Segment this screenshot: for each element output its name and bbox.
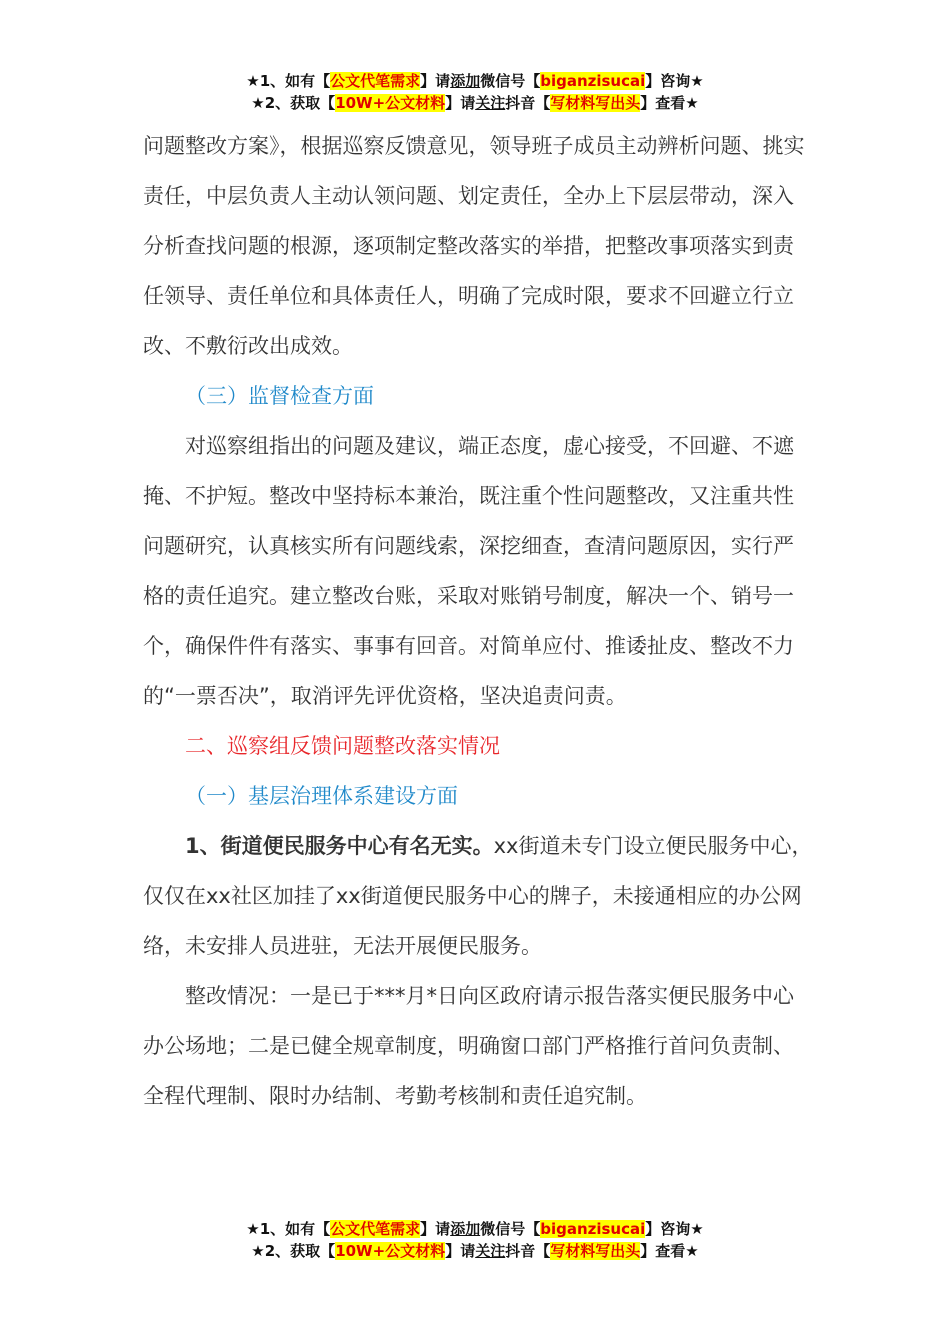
banner-line-2 bbox=[0, 92, 950, 114]
banner-text: 微信号【 bbox=[480, 72, 541, 90]
banner-highlight: 公文代笔需求 bbox=[330, 1220, 421, 1238]
banner-text: ★2、获取【 bbox=[251, 1242, 336, 1260]
banner-line-1 bbox=[0, 1218, 950, 1240]
banner-underline: 关注 bbox=[475, 1242, 506, 1260]
section-heading: （三）监督检查方面 bbox=[185, 384, 374, 408]
banner-text: 】请 bbox=[420, 72, 451, 90]
paragraph: 整改情况：一是已于***月*日向区政府请示报告落实便民服务中心办公场地；二是已健全规章制度，明确窗口部门严格推行首问负责制、全程代理制、限时办结制、考勤考核制和责任追究制。 bbox=[143, 984, 794, 1108]
paragraph: 问题整改方案》，根据巡察反馈意见，领导班子成员主动辨析问题、挑实责任，中层负责人主动认领问题、划定责任，全办上下层层带动，深入分析查找问题的根源，逐项制定整改落实的举措，把整改事项落实到责任领导、责任单位和具体责任人，明确了完成时限，要求不回避立行立改、不敷衍改出成效。 bbox=[143, 134, 805, 358]
top-banner bbox=[0, 70, 950, 114]
banner-text: 】请 bbox=[445, 1242, 476, 1260]
banner-text: 微信号【 bbox=[480, 1220, 541, 1238]
banner-highlight: 写材料写出头 bbox=[550, 1242, 641, 1260]
banner-underline: 添加 bbox=[450, 1220, 481, 1238]
banner-text: ★2、获取【 bbox=[251, 94, 336, 112]
document-body bbox=[143, 121, 813, 1121]
banner-highlight: 10W+公文材料 bbox=[335, 1242, 446, 1260]
banner-text: 】请 bbox=[420, 1220, 451, 1238]
banner-highlight: biganzisucai bbox=[540, 72, 646, 90]
banner-text: 】查看★ bbox=[640, 1242, 699, 1260]
banner-underline: 添加 bbox=[450, 72, 481, 90]
banner-text: 】请 bbox=[445, 94, 476, 112]
paragraph bbox=[143, 821, 813, 971]
banner-text: 】咨询★ bbox=[645, 72, 704, 90]
banner-line-1 bbox=[0, 70, 950, 92]
banner-line-2 bbox=[0, 1240, 950, 1262]
banner-text: 】查看★ bbox=[640, 94, 699, 112]
banner-underline: 关注 bbox=[475, 94, 506, 112]
banner-highlight: 公文代笔需求 bbox=[330, 72, 421, 90]
banner-highlight: 写材料写出头 bbox=[550, 94, 641, 112]
item-title: 1、街道便民服务中心有名无实。 bbox=[185, 834, 494, 858]
item-body: xx街道未专门设立便民服务中心，仅仅在xx社区加挂了xx街道便民服务中心的牌子，未接通相应的办公网络，未安排人员进驻，无法开展便民服务。 bbox=[143, 834, 813, 958]
section-heading: （一）基层治理体系建设方面 bbox=[185, 784, 458, 808]
banner-text: ★1、如有【 bbox=[246, 1220, 331, 1238]
banner-highlight: biganzisucai bbox=[540, 1220, 646, 1238]
banner-text: 抖音【 bbox=[505, 1242, 551, 1260]
bottom-banner bbox=[0, 1218, 950, 1262]
banner-text: 抖音【 bbox=[505, 94, 551, 112]
banner-text: 】咨询★ bbox=[645, 1220, 704, 1238]
paragraph: 对巡察组指出的问题及建议，端正态度，虚心接受，不回避、不遮掩、不护短。整改中坚持标本兼治，既注重个性问题整改，又注重共性问题研究，认真核实所有问题线索，深挖细查，查清问题原因，实行严格的责任追究。建立整改台账，采取对账销号制度，解决一个、销号一个，确保件件有落实、事事有回音。对简单应付、推诿扯皮、整改不力的“一票否决”，取消评先评优资格，坚决追责问责。 bbox=[143, 434, 794, 708]
chapter-heading: 二、巡察组反馈问题整改落实情况 bbox=[185, 734, 500, 758]
banner-highlight: 10W+公文材料 bbox=[335, 94, 446, 112]
banner-text: ★1、如有【 bbox=[246, 72, 331, 90]
